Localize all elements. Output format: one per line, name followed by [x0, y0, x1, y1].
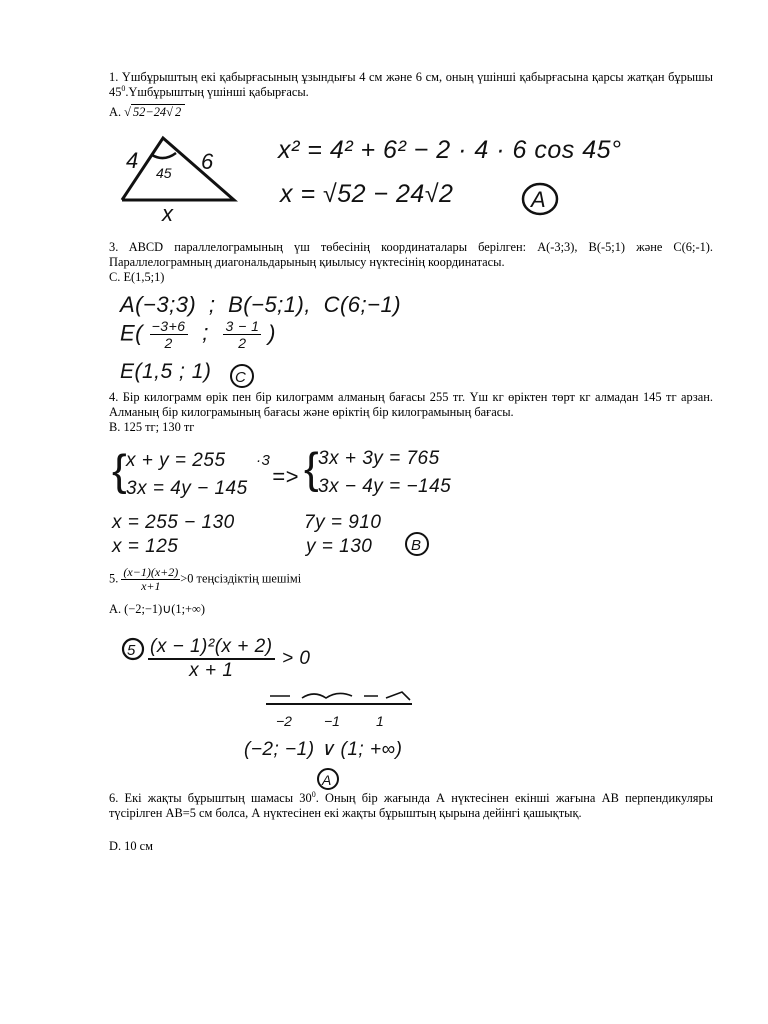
angle-arc: [152, 153, 176, 158]
q4-hw-r2: y = 130: [306, 536, 373, 557]
q3-text: 3. ABCD параллелограмының үш төбесінің координаталары берілген: A(-3;3), B(-5;1) және C(6;-1). Параллелограмның диагональдарының қиылысу нүктесінің координатасы.: [109, 240, 713, 269]
q4-hw-l2: x = 125: [112, 536, 179, 557]
q3-hw-line3: E(1,5 ; 1): [120, 360, 212, 383]
q4-hw-sys2-b: 3x − 4y = −145: [318, 476, 452, 497]
q4-hw-r1: 7y = 910: [304, 512, 382, 533]
q6-text-before: 6. Екі жақты бұрыштың шамасы 30: [109, 791, 312, 805]
q1-answer-radicand: 52−24√ 2: [131, 104, 185, 119]
q1-text-before: 1. Үшбұрыштың екі қабырғасының ұзындығы 4 см және 6 см, оның үшінші қабырғасына қарсы жатқан бұрышы 45: [109, 70, 713, 99]
q3-hw-line2: [120, 318, 276, 351]
q5-hw-fraction: [148, 636, 275, 682]
q3-hw-line1: A(−3;3) ; B(−5;1), C(6;−1): [120, 292, 402, 317]
q4-hw-brace-right: {: [304, 444, 320, 493]
choice-letter: C: [235, 369, 246, 386]
q1-answer-letter: A.: [109, 105, 122, 119]
q3-hw-e-suffix: ): [268, 320, 276, 346]
choice-letter: A: [322, 772, 332, 788]
q1-text: [109, 70, 713, 99]
sign-marks: [270, 692, 410, 700]
q4-hw-mult: ·3: [256, 452, 271, 469]
q1-text-after: .Үшбұрыштың үшінші қабырғасы.: [125, 84, 309, 99]
q5-suffix: >0 теңсіздіктің шешімі: [180, 571, 302, 586]
q1-answer: [109, 105, 185, 119]
q3-hw-frac2-num: 3 − 1: [225, 318, 260, 334]
q3-hw-frac1-den: 2: [164, 335, 173, 351]
q1-degree: 0: [121, 83, 126, 93]
q5-hw-result: (−2; −1) ∨ (1; +∞): [244, 739, 403, 760]
q5-hw-frac-den: x + 1: [189, 660, 234, 681]
q5-hw-frac: [148, 636, 275, 682]
number-text: 5: [127, 642, 136, 659]
triangle-side-bottom: x: [162, 201, 173, 223]
q6-text: [109, 791, 713, 820]
q5-prefix: 5.: [109, 571, 119, 586]
q3-hw-frac2: [223, 318, 261, 351]
q4-hw-sys1-a: x + y = 255: [126, 450, 226, 471]
q4-hw-l1: x = 255 − 130: [112, 512, 235, 533]
q5-hw-frac-num: (x − 1)²(x + 2): [148, 636, 275, 660]
q5-answer: A. (−2;−1)∪(1;+∞): [109, 602, 205, 616]
tick-minus-2: −2: [276, 713, 292, 729]
q3-hw-choice: [228, 362, 258, 390]
choice-letter: B: [411, 537, 422, 554]
q4-text: 4. Бір килограмм өрік пен бір килограмм алманың бағасы 255 тг. Үш кг өріктен төрт кг алмадан 145 тг арзан. Алманың бір килограмының бағасы және өріктің бір килограмының бағасы.: [109, 390, 713, 419]
q6-answer: D. 10 см: [109, 839, 153, 853]
q6-text-after: . Оның бір жағында А нүктесінен екінші жағына АВ перпендикуляры түсірілген АВ=5 см болса, А нүктесінен екі жақты бұрыштың қырына дейінгі қашықтық.: [109, 791, 713, 820]
q4-hw-arrow: =>: [272, 464, 299, 489]
q4-hw-sys2-a: 3x + 3y = 765: [318, 448, 440, 469]
q1-answer-sqrt: √ 52−24√ 2: [124, 104, 185, 119]
tick-minus-1: −1: [324, 713, 340, 729]
q1-hw-line2: x = √52 − 24√2: [280, 180, 454, 208]
q1-hw-choice: [520, 180, 562, 218]
triangle-angle: 45: [156, 165, 172, 181]
q5-hw-number-line: [262, 688, 422, 732]
q3-hw-frac2-den: 2: [238, 335, 247, 351]
triangle-side-left: 4: [126, 148, 139, 173]
q1-hw-line1: x² = 4² + 6² − 2 · 4 · 6 cos 45°: [278, 136, 622, 164]
q3-answer: C. E(1,5;1): [109, 270, 165, 284]
q6-degree: 0: [311, 789, 316, 799]
triangle-shape: [122, 138, 234, 200]
q5-hw-number: [120, 636, 150, 664]
q5-fraction: [121, 566, 180, 593]
q4-hw-sys1-b: 3x = 4y − 145: [126, 478, 248, 499]
q4-answer: B. 125 тг; 130 тг: [109, 420, 195, 434]
q3-hw-frac1-num: −3+6: [151, 318, 186, 334]
q3-hw-e-prefix: E(: [120, 320, 143, 346]
q5-text: [109, 566, 713, 593]
q5-hw-choice: [314, 766, 344, 792]
q5-hw-gt: > 0: [282, 648, 311, 669]
triangle-side-right: 6: [201, 149, 214, 174]
q1-handwriting-triangle: [108, 128, 248, 223]
q5-frac-den: x+1: [141, 579, 161, 593]
q3-hw-frac1: [150, 318, 188, 351]
q5-frac-num: (x−1)(x+2): [123, 565, 179, 579]
q4-hw-choice: [402, 530, 432, 558]
tick-1: 1: [376, 713, 384, 729]
choice-letter: A: [531, 187, 546, 212]
q3-hw-sep: ;: [202, 320, 209, 346]
q4-hw-brace-left: {: [112, 446, 128, 495]
